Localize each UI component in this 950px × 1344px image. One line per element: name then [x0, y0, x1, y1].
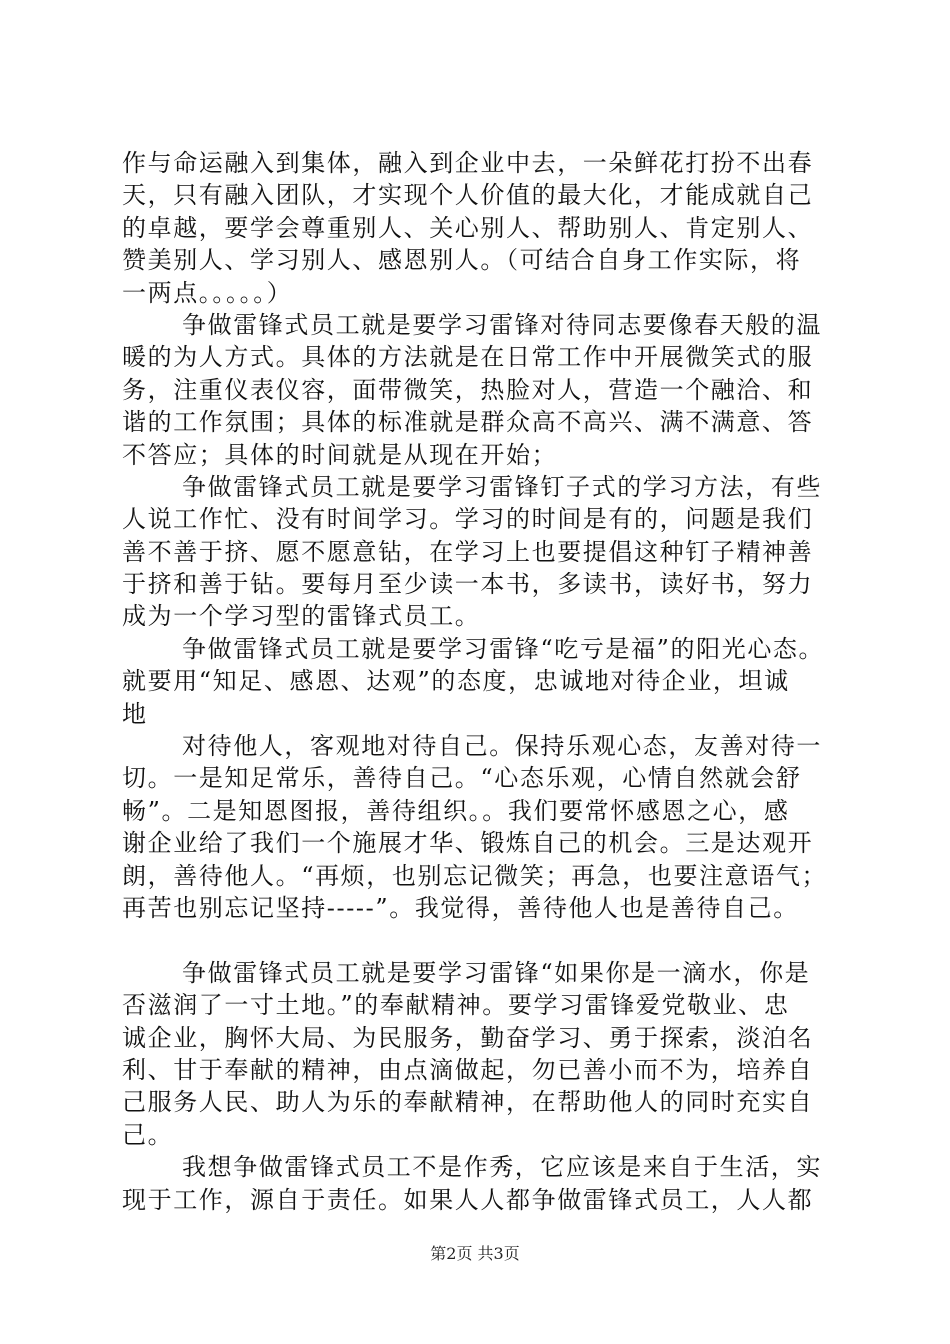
text-line: 成为一个学习型的雷锋式员工。: [122, 602, 481, 631]
text-line: 利、甘于奉献的精神，由点滴做起，勿已善小而不为，培养自: [122, 1055, 814, 1084]
text-line: 善不善于挤、愿不愿意钻，在学习上也要提倡这种钉子精神善: [122, 537, 814, 566]
paragraph-start-line: 我想争做雷锋式员工不是作秀，它应该是来自于生活，实: [182, 1153, 822, 1182]
text-line: 畅”。二是知恩图报，善待组织。。我们要常怀感恩之心，感: [122, 796, 790, 825]
paragraph-start-line: 对待他人，客观地对待自己。保持乐观心态，友善对待一: [182, 732, 822, 761]
text-line: 赞美别人、学习别人、感恩别人。（可结合自身工作实际，将: [122, 246, 802, 275]
text-line: 天，只有融入团队，才实现个人价值的最大化，才能成就自己: [122, 181, 814, 210]
text-line: 务，注重仪表仪容，面带微笑，热脸对人，营造一个融洽、和: [122, 375, 814, 404]
text-line: 地: [122, 699, 148, 728]
text-line: 朗，善待他人。“再烦，也别忘记微笑；再急，也要注意语气；: [122, 861, 828, 890]
paragraph-start-line: 争做雷锋式员工就是要学习雷锋对待同志要像春天般的温: [182, 310, 822, 339]
text-line: 就要用“知足、感恩、达观”的态度，忠诚地对待企业，坦诚: [122, 667, 790, 696]
text-line: 人说工作忙、没有时间学习。学习的时间是有的，问题是我们: [122, 505, 814, 534]
paragraph-start-line: 争做雷锋式员工就是要学习雷锋“吃亏是福”的阳光心态。: [182, 634, 825, 663]
text-line: 诚企业，胸怀大局、为民服务，勤奋学习、勇于探索，淡泊名: [122, 1023, 814, 1052]
text-line: 己。: [122, 1120, 174, 1149]
body-text: [122, 147, 842, 1216]
text-line: 的卓越，要学会尊重别人、关心别人、帮助别人、肯定别人、: [122, 213, 814, 242]
text-line: 再苦也别忘记坚持-----”。我觉得，善待他人也是善待自己。: [122, 893, 799, 922]
text-line: 不答应；具体的时间就是从现在开始；: [122, 440, 558, 469]
text-line: 谐的工作氛围；具体的标准就是群众高不高兴、满不满意、答: [122, 408, 814, 437]
page-number-footer: 第2页 共3页: [430, 1244, 520, 1263]
text-line: 己服务人民、助人为乐的奉献精神，在帮助他人的同时充实自: [122, 1088, 814, 1117]
text-line: 否滋润了一寸土地。”的奉献精神。要学习雷锋爱党敬业、忠: [122, 991, 790, 1020]
text-line: 作与命运融入到集体，融入到企业中去，一朵鲜花打扮不出春: [122, 149, 814, 177]
text-line: 切。一是知足常乐，善待自己。“心态乐观，心情自然就会舒: [122, 764, 802, 793]
text-line: 于挤和善于钻。要每月至少读一本书，多读书，读好书，努力: [122, 570, 814, 599]
text-line: 现于工作，源自于责任。如果人人都争做雷锋式员工，人人都: [122, 1185, 814, 1214]
blank-line: [122, 924, 842, 956]
text-line: 暖的为人方式。具体的方法就是在日常工作中开展微笑式的服: [122, 343, 814, 372]
text-line: 谢企业给了我们一个施展才华、锻炼自己的机会。三是达观开: [122, 829, 814, 858]
paragraph-start-line: 争做雷锋式员工就是要学习雷锋“如果你是一滴水，你是: [182, 958, 811, 987]
text-line: 一两点。。。。。）: [122, 278, 293, 307]
paragraph-start-line: 争做雷锋式员工就是要学习雷锋钉子式的学习方法，有些: [182, 472, 822, 501]
